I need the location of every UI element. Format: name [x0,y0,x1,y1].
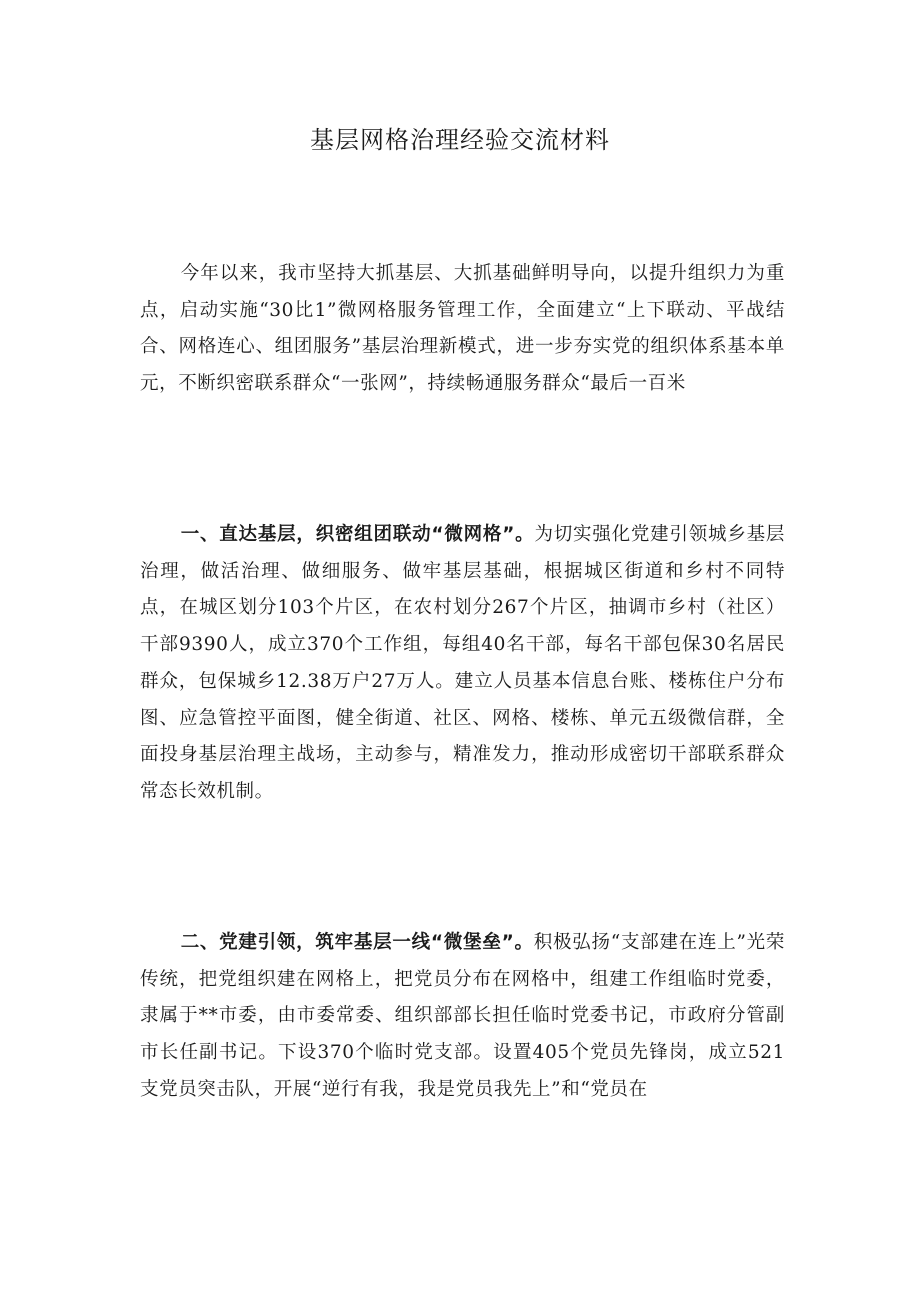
section-one-heading: 一、直达基层，织密组团联动“微网格”。 [180,524,535,545]
intro-paragraph: 今年以来，我市坚持大抓基层、大抓基础鲜明导向，以提升组织力为重点，启动实施“30比1”微网格服务管理工作，全面建立“上下联动、平战结合、网格连心、组团服务”基层治理新模式，进一步夯实党的组织体系基本单元，不断织密联系群众“一张网”，持续畅通服务群众“最后一百米 [140,263,785,395]
section-two-body: 积极弘扬“支部建在连上”光荣传统，把党组织建在网格上，把党员分布在网格中，组建工作组临时党委，隶属于**市委，由市委常委、组织部部长担任临时党委书记，市政府分管副市长任副书记。下设370个临时党支部。设置405个党员先锋岗，成立521支党员突击队，开展“逆行有我，我是党员我先上”和“党员在 [140,932,786,1100]
section-one-body: 为切实强化党建引领城乡基层治理，做活治理、做细服务、做牢基层基础，根据城区街道和乡村不同特点，在城区划分103个片区，在农村划分267个片区，抽调市乡村（社区）干部9390人，成立370个工作组，每组40名干部，每名干部包保30名居民群众，包保城乡12.38万户27万人。建立人员基本信息台账、楼栋住户分布图、应急管控平面图，健全街道、社区、网格、楼栋、单元五级微信群，全面投身基层治理主战场，主动参与，精准发力，推动形成密切干部联系群众常态长效机制。 [140,524,785,802]
section-one-paragraph [140,517,785,811]
section-two-paragraph [140,925,785,1109]
document-title: 基层网格治理经验交流材料 [310,126,610,154]
section-two-heading: 二、党建引领，筑牢基层一线“微堡垒”。 [180,932,534,953]
